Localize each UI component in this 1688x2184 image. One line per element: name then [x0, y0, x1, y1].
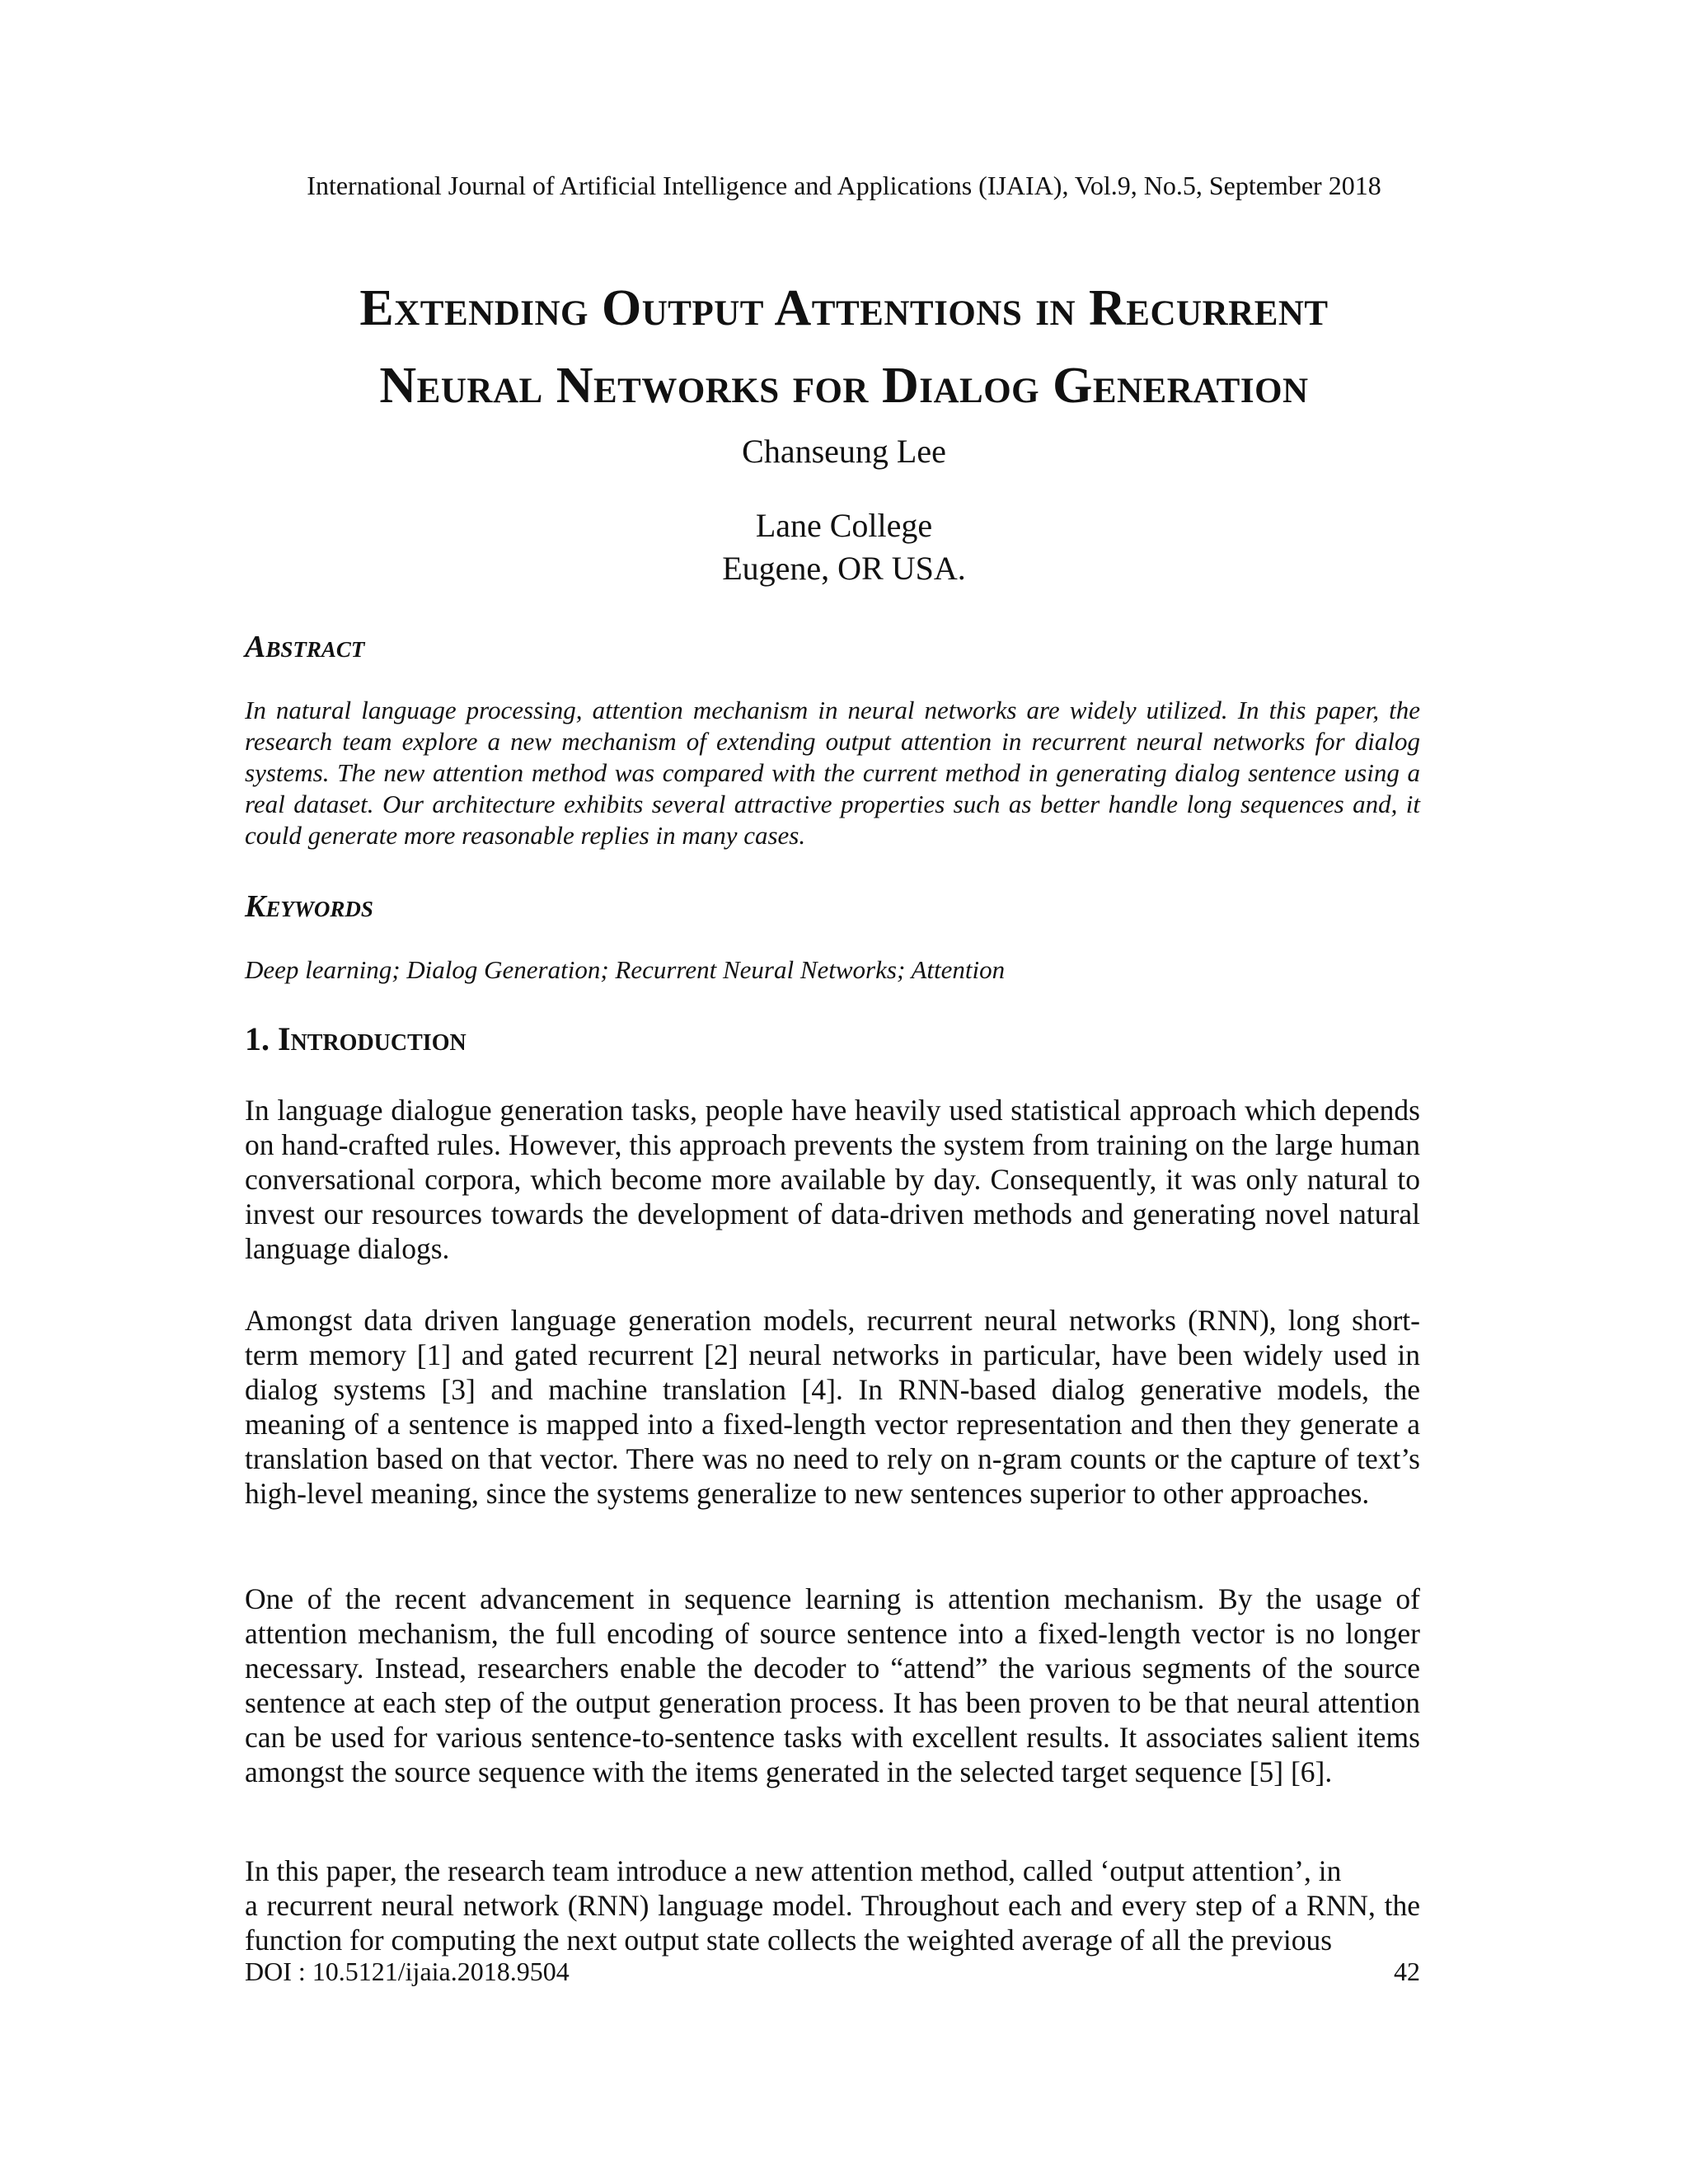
author-name: Chanseung Lee — [742, 433, 946, 470]
paper-title-line-1: Extending Output Attentions in Recurrent — [359, 280, 1329, 336]
author-affiliation — [0, 504, 1688, 590]
doi-text: DOI : 10.5121/ijaia.2018.9504 — [245, 1957, 570, 1986]
journal-header: International Journal of Artificial Intelligence and Applications (IJAIA), Vol.9, No.5, September 2018 — [307, 171, 1381, 200]
paper-title — [206, 269, 1482, 424]
intro-paragraph-1: In language dialogue generation tasks, people have heavily used statistical approach which depends on hand-crafted rules. However, this approach prevents the system from training on the large human conversational corpora, which become more available by day. Consequently, it was only natural to invest our resources towards the development of data-driven methods and generating novel natural language dialogs. — [245, 1094, 1420, 1265]
abstract-text: In natural language processing, attention mechanism in neural networks are widely utilized. In this paper, the research team explore a new mechanism of extending output attention in recurrent neural networks for dialog systems. The new attention method was compared with the current method in generating dialog sentence using a real dataset. Our architecture exhibits several attractive properties such as better handle long sequences and, it could generate more reasonable replies in many cases. — [245, 696, 1420, 850]
page-number: 42 — [1394, 1957, 1420, 1986]
keywords-heading: Keywords — [245, 889, 373, 924]
intro-paragraph-4: a recurrent neural network (RNN) language model. Throughout each and every step of a RNN, the function for computing the next output state collects the weighted average of all the previous — [245, 1889, 1420, 1957]
intro-paragraph-4-first-line: In this paper, the research team introduce a new attention method, called ‘output attention’, in — [245, 1854, 1342, 1887]
keywords-text: Deep learning; Dialog Generation; Recurrent Neural Networks; Attention — [245, 955, 1006, 984]
paper-title-line-2: Neural Networks for Dialog Generation — [379, 358, 1309, 414]
intro-paragraph-3: One of the recent advancement in sequence learning is attention mechanism. By the usage of attention mechanism, the full encoding of source sentence into a fixed-length vector is no longer necessary. Instead, researchers enable the decoder to “attend” the various segments of the source sentence at each step of the output generation process. It has been proven to be that neural attention can be used for various sentence-to-sentence tasks with excellent results. It associates salient items amongst the source sequence with the items generated in the selected target sequence [5] [6]. — [245, 1582, 1420, 1788]
intro-paragraph-2: Amongst data driven language generation models, recurrent neural networks (RNN), long short-term memory [1] and gated recurrent [2] neural networks in particular, have been widely used in dialog systems [3] and machine translation [4]. In RNN-based dialog generative models, the meaning of a sentence is mapped into a fixed-length vector representation and then they generate a translation based on that vector. There was no need to rely on n-gram counts or the capture of text’s high-level meaning, since the systems generalize to new sentences superior to other approaches. — [245, 1304, 1420, 1510]
affiliation-location: Eugene, OR USA. — [722, 550, 966, 587]
introduction-heading: 1. Introduction — [245, 1020, 467, 1057]
affiliation-institution: Lane College — [755, 507, 933, 544]
abstract-heading: Abstract — [245, 630, 365, 664]
